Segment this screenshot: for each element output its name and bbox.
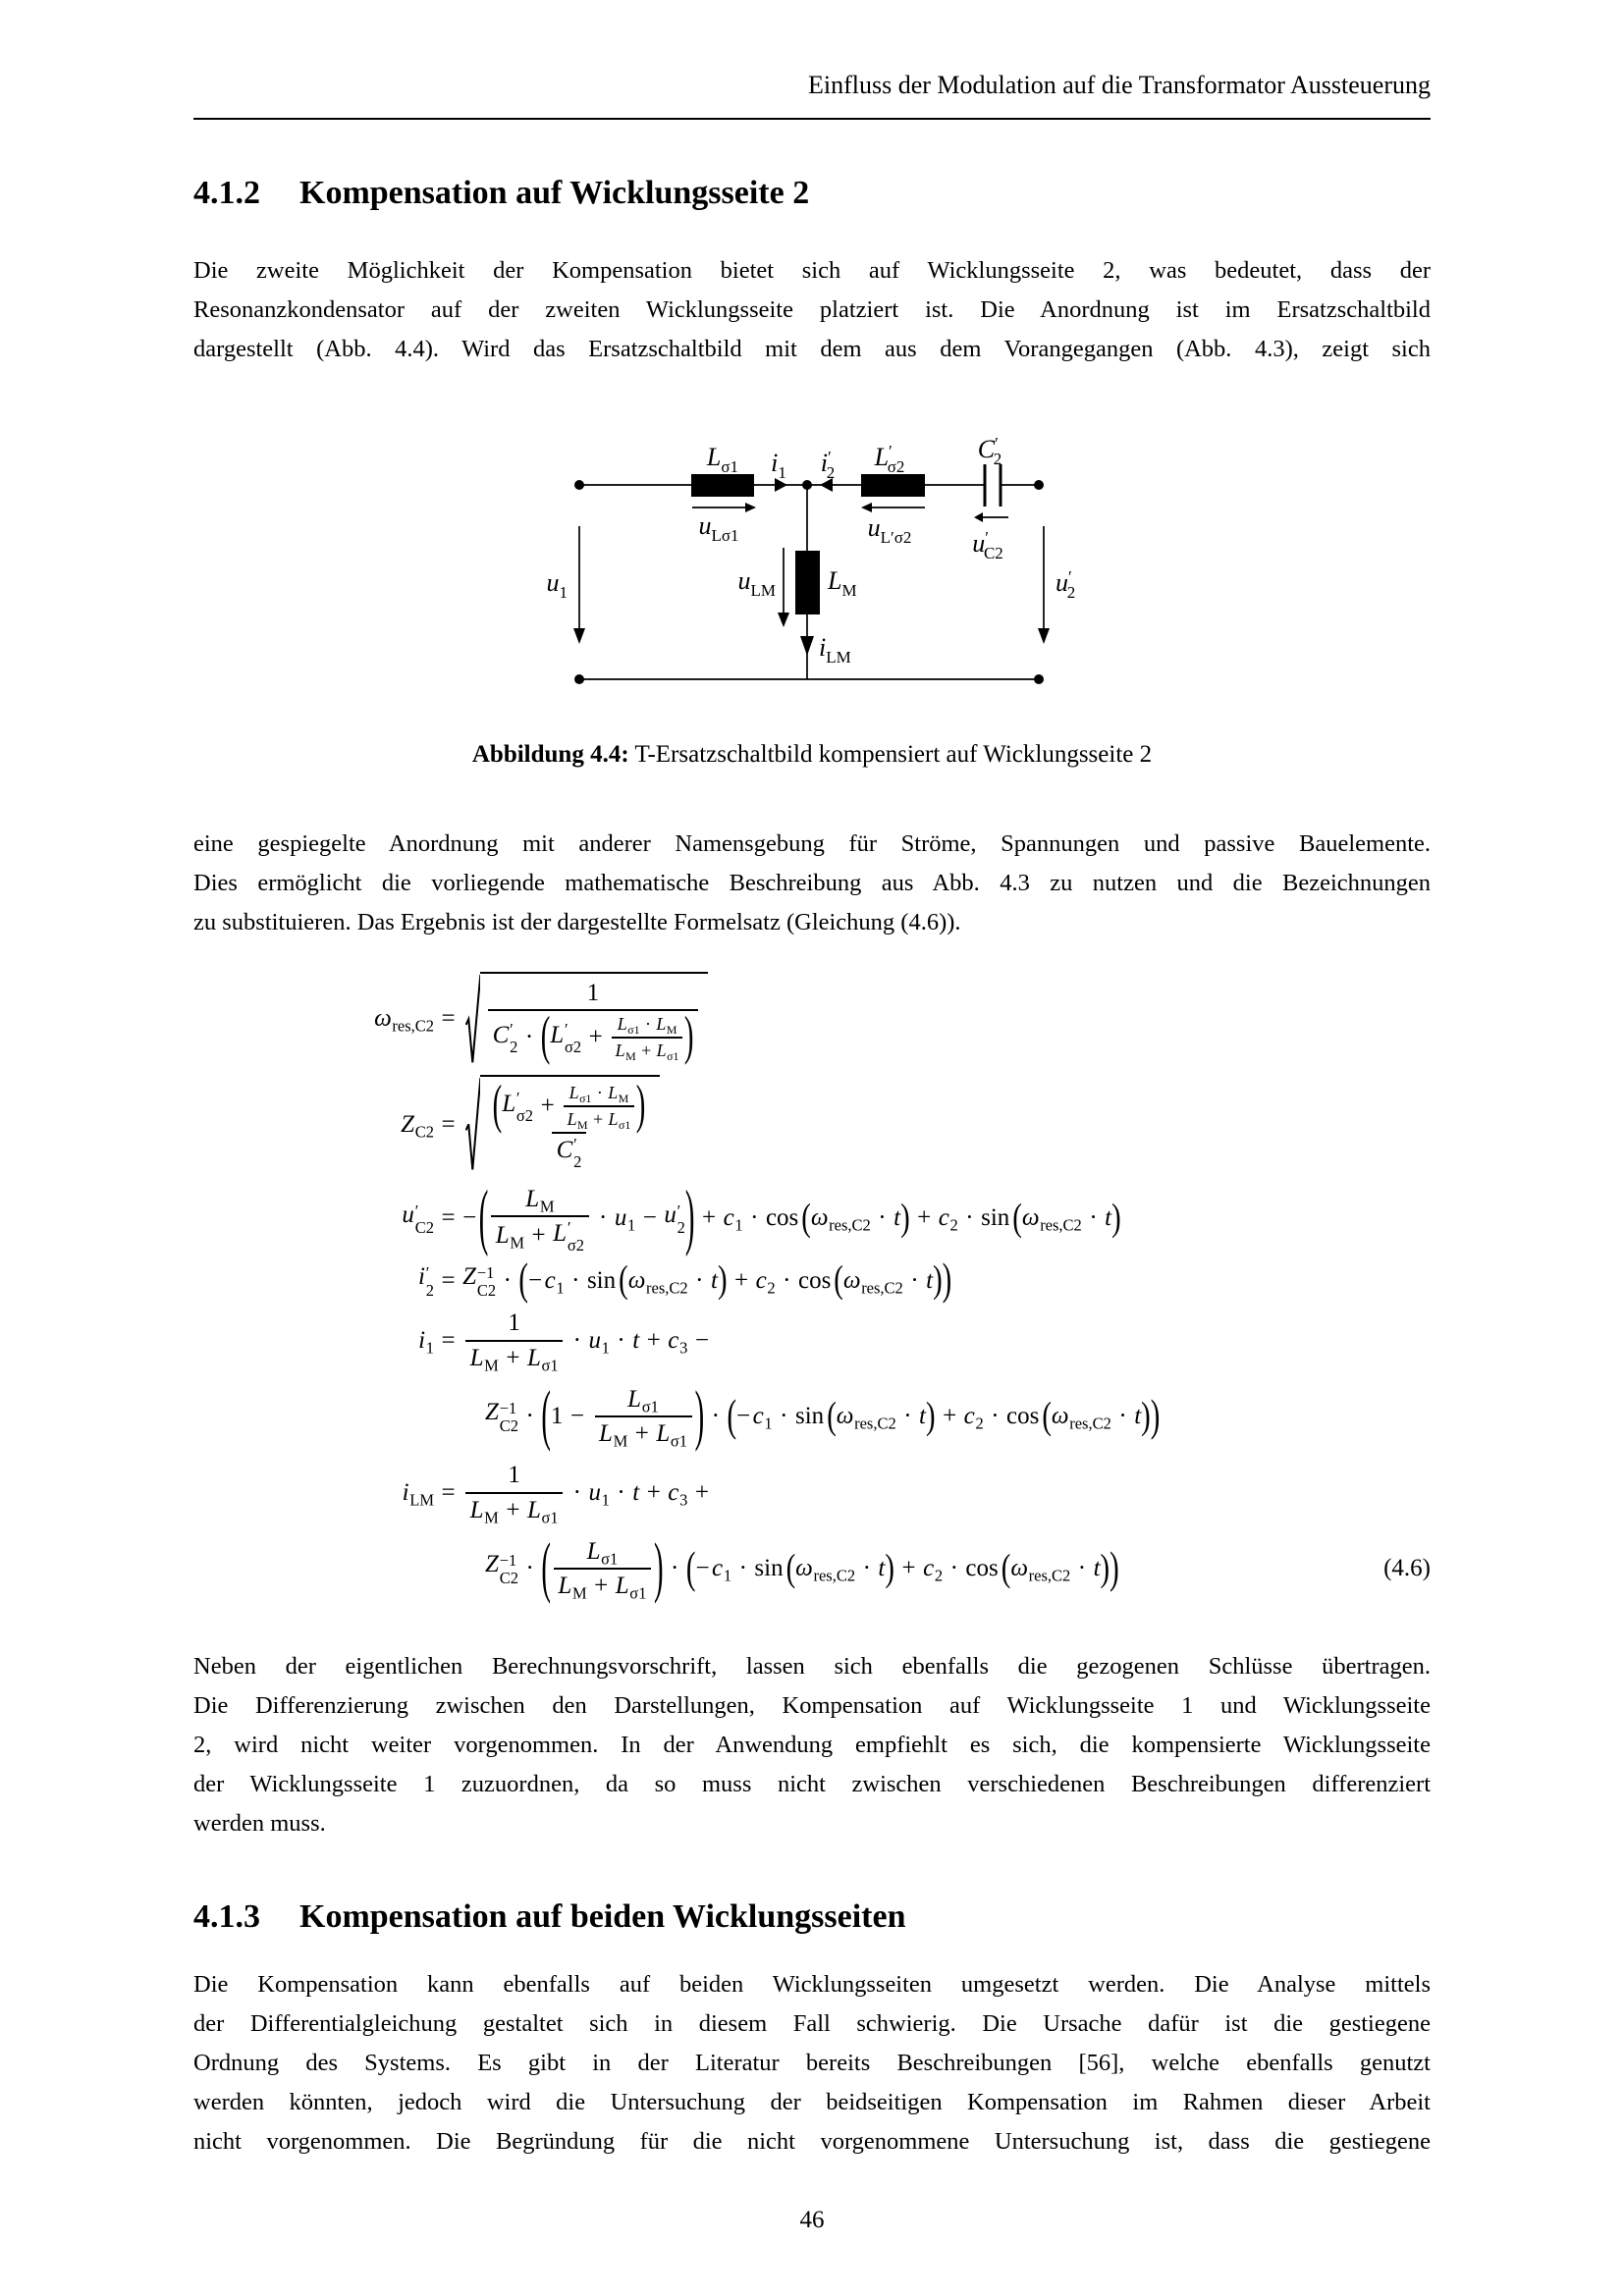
arrowhead-uc2 [974,512,983,522]
equation-rhs: = ( L ′ σ2 + L σ1 · L M L M + L σ1 ) C ′ 2 [434,1075,662,1174]
equation-rhs: = − ( L M L M + L ′ σ2 · u 1 − u ′ 2 ) + c 1 · cos ( ω res,C2 · t ) + c 2 · sin ( ω res,C2 · t ) [441,1176,1121,1258]
text-line: Neben der eigentlichen Berechnungsvorschrift, lassen sich ebenfalls die gezogenen Schlüsse übertragen. [193,1653,1431,1681]
equation-row [193,1255,1431,1306]
figure-caption-label: Abbildung 4.4: [471,741,629,768]
section-number: 4.1.2 [193,175,260,211]
label-u2-prime: u′ 2 [1056,567,1076,602]
equation-lhs: Z C2 [401,1110,434,1142]
equation-rhs: = 1 L M + L σ1 · u 1 · t + c 3 + [441,1462,709,1527]
label-l-sigma1: $L_{\sigma 1}$ [706,443,739,476]
equation-row [193,1075,1431,1174]
text-line: nicht vorgenommen. Die Begründung für die nicht vorgenommene Untersuchung ist, dass die gestiegene [193,2128,1431,2156]
equation-lhs: u ′ C2 [402,1201,434,1238]
section-title: Kompensation auf Wicklungsseite 2 [299,175,810,211]
circuit-diagram [530,418,1100,693]
equation-rhs: Z −1 C2 · ( 1 − L σ1 L M + L σ1 ) · ( − c 1 · sin ( ω res,C2 · t ) + c 2 · cos ( ω res,C2 · t ) ) [485,1377,1161,1454]
equation-row [193,1377,1431,1454]
text-line: eine gespiegelte Anordnung mit anderer Namensgebung für Ströme, Spannungen und passive Bauelemente. [193,830,1431,857]
inductor-l-sigma1 [691,474,754,497]
equation-row [193,1307,1431,1374]
equation-rhs: = 1 L M + L σ1 · u 1 · t + c 3 − [441,1309,709,1375]
label-u-lsigma1: $u_{L\sigma 1}$ [698,511,739,545]
paragraph-mirror [193,825,1431,942]
section-heading-412 [193,171,1431,216]
equation-lhs: i 1 [418,1326,434,1358]
node-dot [1034,480,1044,490]
label-l-m: $L_M$ [828,566,857,600]
label-c2-prime: C′ 2 [977,434,1002,468]
label-i2-prime: i′ 2 [820,448,836,482]
radical-sign [465,972,481,1066]
text-line: werden muss. [193,1810,326,1838]
figure-circuit [193,418,1431,693]
inductor-l-m [795,551,820,614]
node-dot [574,674,584,684]
equation-number: (4.6) [1383,1555,1431,1582]
text-line: werden könnten, jedoch wird die Untersuchung der beidseitigen Kompensation im Rahmen dieser Arbeit [193,2089,1431,2116]
equation-rhs: = Z −1 C2 · ( − c 1 · sin ( ω res,C2 · t ) + c 2 · cos ( ω res,C2 · t ) ) [441,1255,952,1306]
text-line: Ordnung des Systems. Es gibt in der Literatur bereits Beschreibungen [56], welche ebenfalls genutzt [193,2050,1431,2077]
section-number: 4.1.3 [193,1898,260,1936]
radical-sign [465,1075,481,1174]
inductor-l-sigma2 [861,474,925,497]
text-line: Die Differenzierung zwischen den Darstellungen, Kompensation auf Wicklungsseite 1 und Wicklungsseite [193,1692,1431,1720]
equation-row [193,1459,1431,1526]
equation-lhs: ω res,C2 [374,1005,434,1036]
text-line: 2, wird nicht weiter vorgenommen. In der Anwendung empfiehlt es sich, die kompensierte Wicklungsseite [193,1732,1431,1759]
text-line: dargestellt (Abb. 4.4). Wird das Ersatzschaltbild mit dem aus dem Vorangegangen (Abb. 4.3), zeigt sich [193,336,1431,362]
equation-lhs: i LM [402,1478,434,1510]
node-dot [574,480,584,490]
text-line: Resonanzkondensator auf der zweiten Wicklungsseite platziert ist. Die Anordnung ist im Ersatzschaltbild [193,296,1431,323]
arrowhead-ulsigma2 [861,503,872,512]
label-i-lm: $i_{LM}$ [819,633,851,667]
text-line: Dies ermöglicht die vorliegende mathematische Beschreibung aus Abb. 4.3 zu nutzen und die Bezeichnungen [193,870,1431,896]
paragraph-both-sides [193,1965,1431,2162]
header-rule [193,118,1431,120]
equation-rhs: = 1 C ′ 2 · ( L ′ σ2 + L σ1 · L M L M + L σ1 ) [434,972,710,1066]
node-dot [1034,674,1044,684]
label-i1: $i_1$ [771,449,786,482]
text-line: Die Kompensation kann ebenfalls auf beiden Wicklungsseiten umgesetzt werden. Die Analyse mittels [193,1971,1431,1999]
label-u1: $u_1$ [546,568,568,602]
figure-caption [193,738,1431,772]
text-line: Die zweite Möglichkeit der Kompensation bietet sich auf Wicklungsseite 2, was bedeutet, dass der [193,257,1431,284]
text-line: zu substituieren. Das Ergebnis ist der dargestellte Formelsatz (Gleichung (4.6)). [193,909,961,935]
arrowhead-u1 [573,628,585,644]
node-dot [802,480,812,490]
paragraph-intro [193,251,1431,369]
paragraph-conclusion [193,1647,1431,1843]
arrowhead-ulm [778,613,789,627]
equation-row [193,1529,1431,1606]
figure-caption-text: T-Ersatzschaltbild kompensiert auf Wicklungsseite 2 [628,741,1153,768]
label-u-lsigma2-prime: $u_{L'\sigma 2}$ [867,513,912,547]
equation-row [193,972,1431,1066]
section-heading-413 [193,1895,1431,1940]
current-arrowhead-ilm [800,636,814,656]
label-u-lm: $u_{LM}$ [737,566,776,600]
arrowhead-ulsigma1 [745,503,756,512]
text-line: der Differentialgleichung gestaltet sich in diesem Fall schwierig. Die Ursache dafür ist die gestiegene [193,2010,1431,2038]
running-header: Einfluss der Modulation auf die Transformator Aussteuerung [807,71,1431,99]
equation-lhs: i ′ 2 [417,1262,434,1300]
section-title: Kompensation auf beiden Wicklungsseiten [299,1898,906,1936]
page-footer [193,2207,1431,2234]
equation-row [193,1176,1431,1258]
arrowhead-u2 [1038,628,1050,644]
label-l-sigma2-prime: L′ σ2 [874,442,905,476]
text-line: der Wicklungsseite 1 zuzuordnen, da so muss nicht zwischen verschiedenen Beschreibungen differenziert [193,1771,1431,1798]
equation-block-4-6 [193,972,1431,1606]
equation-rhs: Z −1 C2 · ( L σ1 L M + L σ1 ) · ( − c 1 · sin ( ω res,C2 · t ) + c 2 · cos ( ω res,C2 · t ) ) [485,1529,1119,1606]
label-u-c2-prime: u′ C2 [972,528,1003,562]
page-number: 46 [799,2207,825,2234]
